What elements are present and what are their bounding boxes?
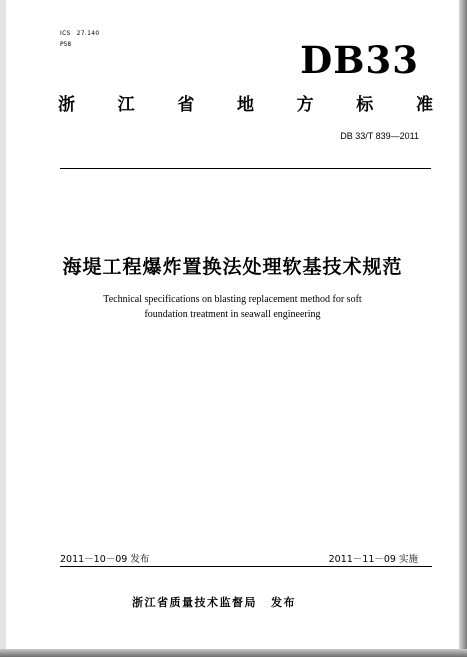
ics-label: ICS bbox=[60, 30, 71, 37]
province-char: 浙 bbox=[58, 95, 75, 115]
document-title-english bbox=[6, 292, 459, 322]
province-char: 江 bbox=[117, 95, 135, 115]
ics-code: 27.140 bbox=[76, 30, 100, 37]
window-frame-bottom bbox=[0, 649, 467, 657]
english-title-line: Technical specifications on blasting replacement method for soft bbox=[103, 294, 362, 305]
document-title-chinese: 海堤工程爆炸置换法处理软基技术规范 bbox=[62, 256, 403, 278]
window-frame-right bbox=[459, 0, 467, 657]
implementation-date: 2011－11－09 实施 bbox=[328, 554, 418, 565]
header-divider bbox=[60, 168, 431, 169]
province-char: 准 bbox=[415, 95, 433, 115]
standard-number: DB 33/T 839—2011 bbox=[340, 131, 419, 141]
province-char: 省 bbox=[177, 95, 195, 115]
ics-classification bbox=[60, 30, 99, 37]
issuer-name: 浙江省质量技术监督局 bbox=[132, 596, 257, 609]
document-page bbox=[6, 0, 459, 649]
issuing-authority bbox=[132, 594, 296, 610]
province-char: 地 bbox=[236, 95, 254, 115]
issue-date: 2011－10－09 发布 bbox=[60, 554, 150, 565]
standard-logo: DB33 bbox=[300, 38, 419, 82]
class-code: P58 bbox=[60, 41, 72, 48]
province-standard-heading bbox=[58, 90, 433, 115]
province-char: 标 bbox=[356, 95, 374, 115]
province-char: 方 bbox=[296, 95, 314, 115]
english-title-line: foundation treatment in seawall engineering bbox=[144, 309, 321, 320]
issue-word: 发布 bbox=[271, 596, 296, 609]
footer-divider bbox=[60, 566, 432, 567]
